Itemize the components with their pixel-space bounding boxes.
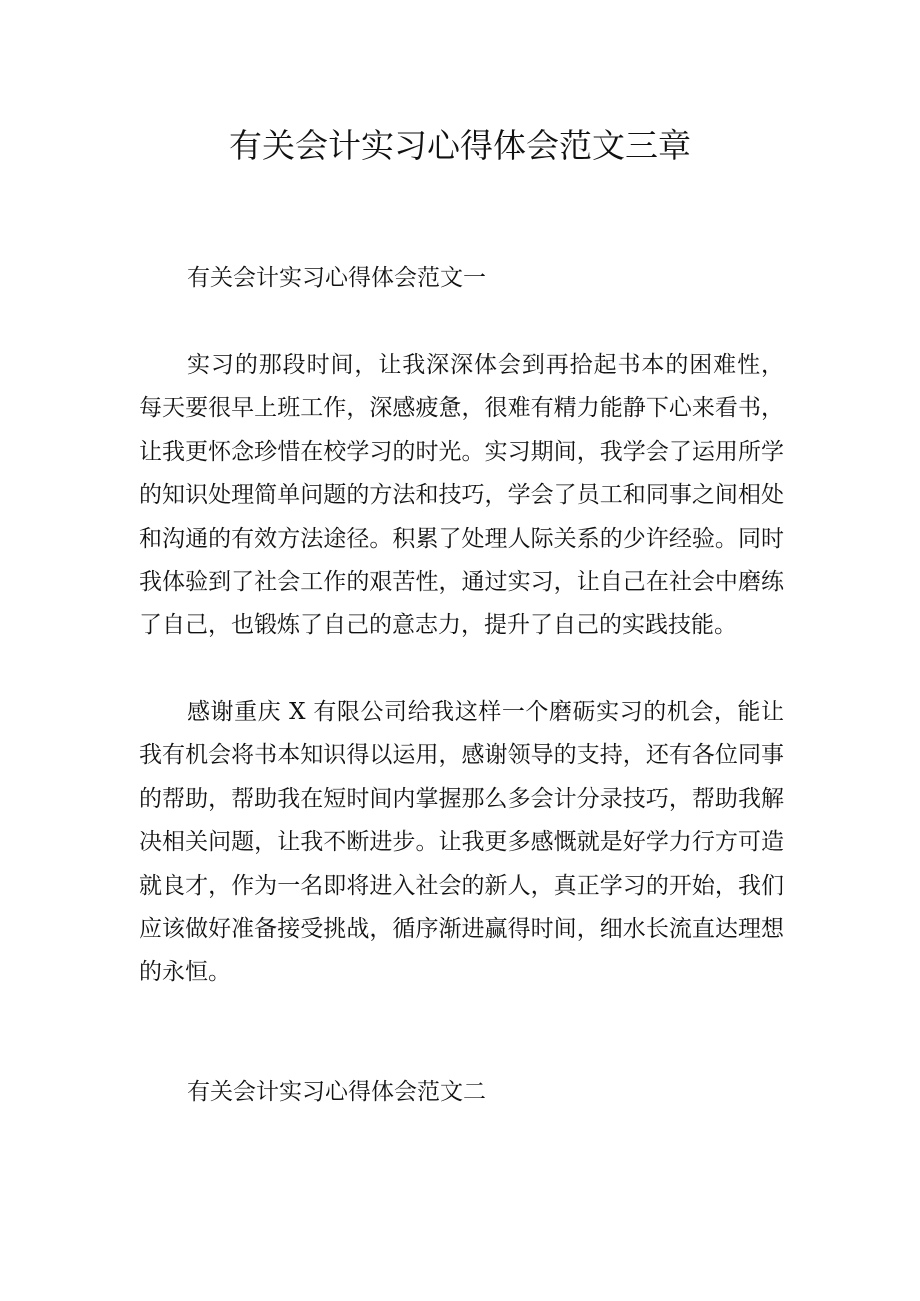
section-1-paragraph-1: 实习的那段时间，让我深深体会到再拾起书本的困难性，每天要很早上班工作，深感疲惫，很难有精力能静下心来看书，让我更怀念珍惜在校学习的时光。实习期间，我学会了运用所学的知识处理简单问题的方法和技巧，学会了员工和同事之间相处和沟通的有效方法途径。积累了处理人际关系的少许经验。同时我体验到了社会工作的艰苦性，通过实习，让自己在社会中磨练了自己，也锻炼了自己的意志力，提升了自己的实践技能。 [139,352,784,639]
document-title: 有关会计实习心得体会范文三章 [229,126,691,165]
section-1-paragraph-2: 感谢重庆 X 有限公司给我这样一个磨砺实习的机会，能让我有机会将书本知识得以运用，感谢领导的支持，还有各位同事的帮助，帮助我在短时间内掌握那么多会计分录技巧，帮助我解决相关问题，让我不断进步。让我更多感慨就是好学力行方可造就良才，作为一名即将进入社会的新人，真正学习的开始，我们应该做好准备接受挑战，循序渐进赢得时间，细水长流直达理想的永恒。 [139,699,784,986]
section-heading-1: 有关会计实习心得体会范文一 [187,265,486,291]
section-heading-2: 有关会计实习心得体会范文二 [187,1079,486,1105]
